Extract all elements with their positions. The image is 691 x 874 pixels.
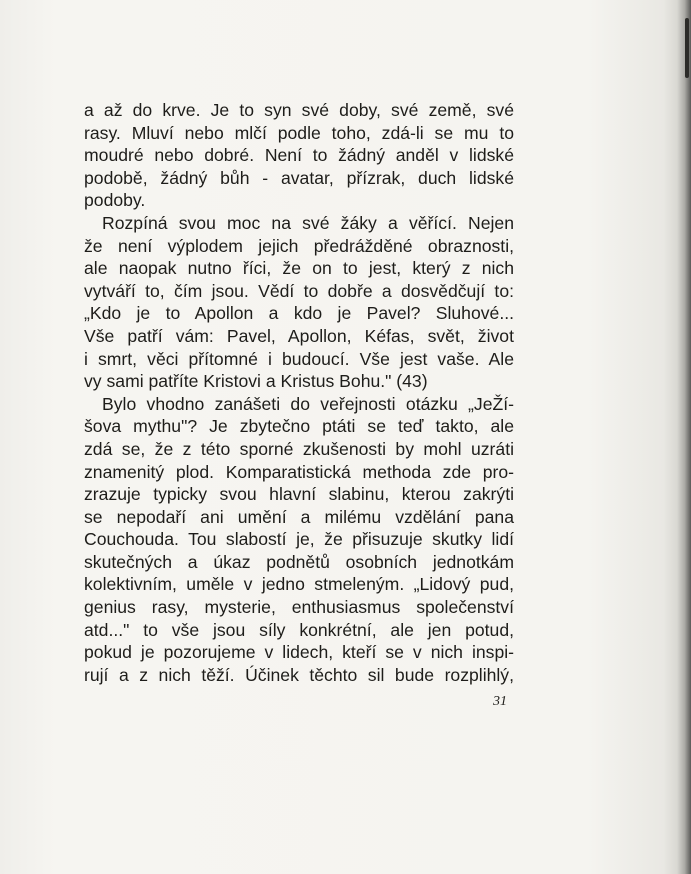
text-line: pokud je pozorujeme v lidech, kteří se v nich inspi- xyxy=(84,642,514,663)
page-edge-shadow xyxy=(677,0,691,874)
text-line: znamenitý plod. Komparatistická methoda zde pro- xyxy=(84,461,514,482)
text-line: Vše patří vám: Pavel, Apollon, Kéfas, svět, život xyxy=(84,325,514,346)
text-line: vy sami patříte Kristovi a Kristus Bohu." (43) xyxy=(84,371,428,392)
text-line: kolektivním, uměle v jedno stmeleným. „Lidový pud, xyxy=(84,574,514,595)
body-text xyxy=(84,99,514,686)
text-line: vytváří to, čím jsou. Vědí to dobře a dosvědčují to: xyxy=(84,280,514,301)
text-line: podoby. xyxy=(84,190,146,211)
text-line: Couchouda. Tou slabostí je, že přisuzuje skutky lidí xyxy=(84,529,514,550)
text-line: že není výplodem jejich předrážděné obraznosti, xyxy=(84,235,514,256)
text-line: rují a z nich těží. Účinek těchto sil bude rozplihlý, xyxy=(84,664,514,685)
text-line: rasy. Mluví nebo mlčí podle toho, zdá-li se mu to xyxy=(84,122,514,143)
text-line: Rozpíná svou moc na své žáky a věřící. Nejen xyxy=(102,212,514,233)
text-line: skutečných a úkaz podnětů osobních jednotkám xyxy=(84,551,514,572)
text-line: i smrt, věci přítomné i budoucí. Vše jest vaše. Ale xyxy=(84,348,514,369)
text-line: zrazuje typicky svou hlavní slabinu, kterou zakrýti xyxy=(84,484,514,505)
text-line: zdá se, že z této sporné zkušenosti by mohl uzráti xyxy=(84,438,514,459)
text-line: „Kdo je to Apollon a kdo je Pavel? Sluhové... xyxy=(84,303,514,324)
text-line: šova mythu"? Je zbytečno ptáti se teď takto, ale xyxy=(84,416,514,437)
text-line: moudré nebo dobré. Není to žádný anděl v lidské xyxy=(84,145,514,166)
text-line: podobě, žádný bůh - avatar, přízrak, duch lidské xyxy=(84,167,514,188)
text-line: a až do krve. Je to syn své doby, své země, své xyxy=(84,100,514,120)
page-edge-mark xyxy=(685,18,689,78)
text-line: genius rasy, mysterie, enthusiasmus společenství xyxy=(84,597,514,618)
text-line: se nepodaří ani umění a milému vzdělání pana xyxy=(84,506,514,527)
text-line: Bylo vhodno zanášeti do veřejnosti otázku „JeŽí- xyxy=(102,393,514,414)
text-line: atd..." to vše jsou síly konkrétní, ale jen potud, xyxy=(84,619,514,640)
page-number: 31 xyxy=(493,694,507,709)
text-line: ale naopak nutno říci, že on to jest, který z nich xyxy=(84,258,514,279)
